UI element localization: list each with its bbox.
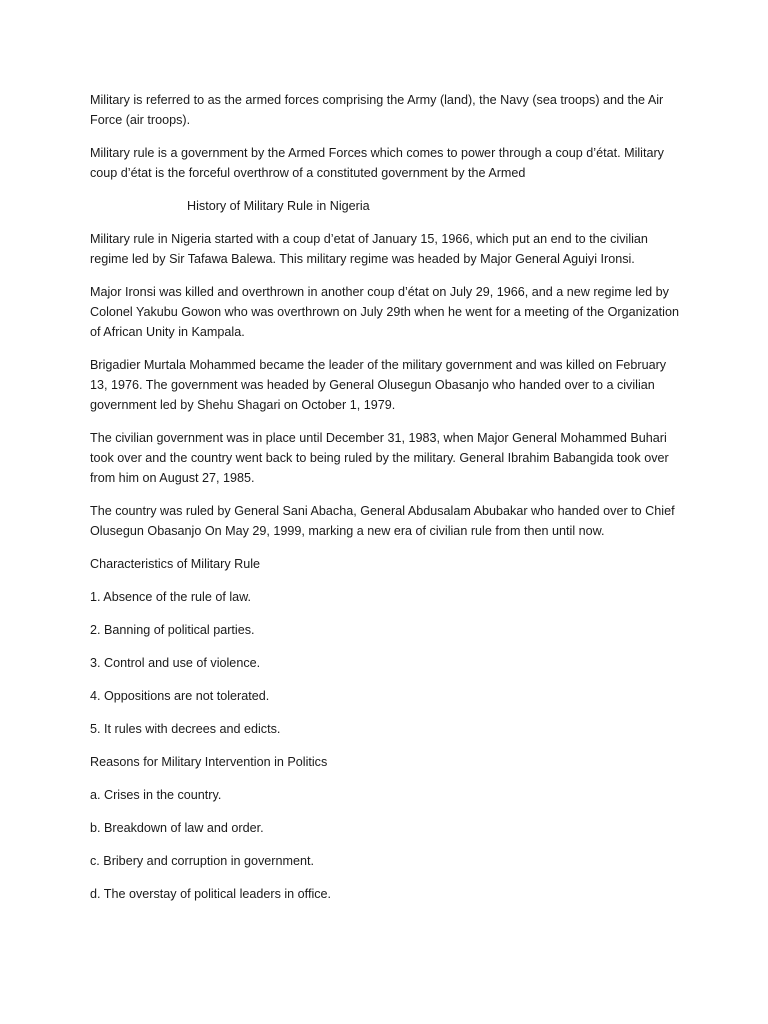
history-paragraph-abacha-abubakar: The country was ruled by General Sani Abacha, General Abdusalam Abubakar who handed over to Chief Olusegun Obasanjo On May 29, 1999, marking a new era of civilian rule from then until now. bbox=[90, 504, 675, 538]
history-paragraph-1966-coup: Military rule in Nigeria started with a coup d’etat of January 15, 1966, which put an end to the civilian regime led by Sir Tafawa Balewa. This military regime was headed by Major General Aguiyi Ironsi. bbox=[90, 232, 648, 266]
characteristics-list-item: 2. Banning of political parties. bbox=[90, 623, 255, 637]
history-heading: History of Military Rule in Nigeria bbox=[187, 199, 370, 213]
reasons-list-item: c. Bribery and corruption in government. bbox=[90, 854, 315, 868]
history-paragraph-murtala-mohammed: Brigadier Murtala Mohammed became the leader of the military government and was killed on February 13, 1976. The government was headed by General Olusegun Obasanjo who handed over to a civilian government led by Shehu Shagari on October 1, 1979. bbox=[90, 358, 667, 412]
reasons-list-item: b. Breakdown of law and order. bbox=[90, 821, 264, 835]
history-paragraph-ironsi-overthrown: Major Ironsi was killed and overthrown in another coup d’état on July 29, 1966, and a new regime led by Colonel Yakubu Gowon who was overthrown on July 29th when he went for a meeting of the Organization of African Unity in Kampala. bbox=[90, 285, 679, 339]
characteristics-heading: Characteristics of Military Rule bbox=[90, 557, 261, 571]
characteristics-list-item: 3. Control and use of violence. bbox=[90, 656, 261, 670]
intro-paragraph-military-rule-definition: Military rule is a government by the Armed Forces which comes to power through a coup d’état. Military coup d’état is the forceful overthrow of a constituted government by the Armed bbox=[90, 146, 664, 180]
reasons-list-item: d. The overstay of political leaders in office. bbox=[90, 887, 332, 901]
intro-paragraph-military-definition: Military is referred to as the armed forces comprising the Army (land), the Navy (sea troops) and the Air Force (air troops). bbox=[90, 93, 664, 127]
characteristics-list-item: 1. Absence of the rule of law. bbox=[90, 590, 252, 604]
history-paragraph-buhari-babangida: The civilian government was in place until December 31, 1983, when Major General Mohammed Buhari took over and the country went back to being ruled by the military. General Ibrahim Babangida took over from him on August 27, 1985. bbox=[90, 431, 669, 485]
reasons-list-item: a. Crises in the country. bbox=[90, 788, 222, 802]
document-body bbox=[90, 90, 685, 917]
characteristics-list-item: 5. It rules with decrees and edicts. bbox=[90, 722, 281, 736]
characteristics-list-item: 4. Oppositions are not tolerated. bbox=[90, 689, 270, 703]
reasons-heading: Reasons for Military Intervention in Politics bbox=[90, 755, 328, 769]
